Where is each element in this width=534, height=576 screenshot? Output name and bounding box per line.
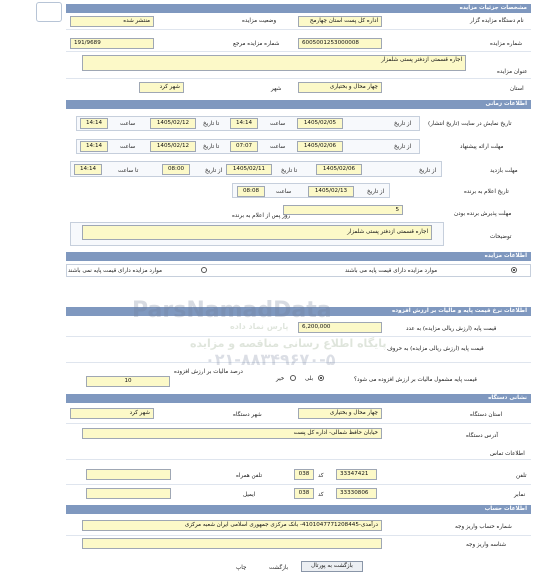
section-contact-label: اطلاعات تماس [490, 451, 525, 457]
account-number-field[interactable]: درآمدی-4101047771208445- بانک مرکزی جمهوری اسلامی ایران شعبه مرکزی [82, 520, 382, 531]
desc-field[interactable]: اجاره قسمتی ازدفتر پستی شلمزار [82, 225, 432, 240]
org-field[interactable]: اداره کل پست استان چهارمح [298, 16, 382, 27]
winner-date[interactable]: 1405/02/13 [308, 186, 354, 197]
radio-without-base-price[interactable] [201, 267, 207, 273]
section-header-auction-info: اطلاعات مزایده [66, 252, 531, 261]
publish-to-time[interactable]: 14:14 [80, 118, 108, 129]
vat-percent-field[interactable]: 10 [86, 376, 170, 387]
loc-city-label: شهر دستگاه [233, 412, 262, 418]
with-base-label: موارد مزایده دارای قیمت پایه می باشند [345, 268, 438, 274]
loc-province-field[interactable]: چهار محال و بختیاری [298, 408, 382, 419]
loc-province-label: استان دستگاه [470, 412, 503, 418]
section-header-location: نشانی دستگاه [66, 394, 531, 403]
tel-code-field[interactable]: 038 [294, 469, 314, 480]
visit-to-hour-label: تا ساعت [118, 168, 139, 174]
city-label: شهر [271, 86, 282, 92]
publish-from-date[interactable]: 1405/02/05 [297, 118, 343, 129]
fax-code-field[interactable]: 038 [294, 488, 314, 499]
base-words-label: قیمت پایه (ارزش ریالی مزایده) به حروف [387, 346, 484, 352]
vat-percent-label: درصد مالیات بر ارزش افزوده [174, 369, 243, 375]
watermark-logo-text: ParsNamadData [132, 298, 332, 323]
title-label: عنوان مزایده [497, 69, 528, 75]
without-base-label: موارد مزایده دارای قیمت پایه نمی باشند [68, 268, 162, 274]
visit-time-from-label: از تاریخ [205, 168, 223, 174]
address-field[interactable]: خیابان حافظ شمالی- اداره کل پست [82, 428, 382, 439]
vat-yes-label: بلی [305, 376, 314, 382]
offer-from-hour-label: ساعت [270, 144, 286, 150]
watermark-phone: ۰۲۱-۸۸۳۴۹۶۷۰-۵ [205, 350, 336, 369]
offer-from-label: از تاریخ [394, 144, 412, 150]
winner-time[interactable]: 08:08 [237, 186, 265, 197]
accept-text: روز پس از اعلام به برنده [232, 213, 291, 219]
section-header-dates: اطلاعات زمانی [66, 100, 531, 109]
tel-label: تلفن [516, 473, 527, 479]
offer-from-date[interactable]: 1405/02/06 [297, 141, 343, 152]
province-field[interactable]: چهار محال و بختیاری [298, 82, 382, 93]
offer-from-time[interactable]: 07:07 [230, 141, 258, 152]
ref-field[interactable]: 191/9689 [70, 38, 154, 49]
fax-field[interactable]: 33330806 [336, 488, 377, 499]
top-left-box [36, 2, 62, 22]
publish-from-label: از تاریخ [394, 121, 412, 127]
visit-label: مهلت بازدید [490, 168, 518, 174]
back-to-portal-button[interactable]: بازگشت به پورتال [301, 561, 363, 572]
offer-to-hour-label: ساعت [120, 144, 136, 150]
mobile-field[interactable] [86, 469, 171, 480]
visit-to-label: تا تاریخ [281, 168, 298, 174]
offer-label: مهلت ارائه پیشنهاد [460, 144, 504, 150]
status-label: وضعیت مزایده [242, 18, 277, 24]
tel-code-label: کد [318, 473, 324, 479]
publish-to-date[interactable]: 1405/02/12 [150, 118, 196, 129]
account-id-label: شناسه واریز وجه [466, 542, 507, 548]
status-field[interactable]: منتشر شده [70, 16, 154, 27]
visit-from-date[interactable]: 1405/02/06 [316, 164, 362, 175]
back-link[interactable]: بازگشت [269, 565, 289, 571]
radio-with-base-price[interactable] [511, 267, 517, 273]
offer-to-time[interactable]: 14:14 [80, 141, 108, 152]
visit-from-label: از تاریخ [419, 168, 437, 174]
section-header-details: مشخصات جزئیات مزایده [66, 4, 531, 13]
offer-to-date[interactable]: 1405/02/12 [150, 141, 196, 152]
fax-code-label: کد [318, 492, 324, 498]
accept-days[interactable]: 5 [283, 205, 403, 215]
publish-from-time[interactable]: 14:14 [230, 118, 258, 129]
base-num-field[interactable]: 6,200,000 [298, 322, 382, 333]
section-header-account: اطلاعات حساب [66, 505, 531, 514]
radio-vat-yes[interactable] [318, 375, 324, 381]
city-field[interactable]: شهر کرد [139, 82, 184, 93]
print-link[interactable]: چاپ [236, 565, 247, 571]
visit-from-time[interactable]: 08:00 [162, 164, 190, 175]
publish-from-hour-label: ساعت [270, 121, 286, 127]
mobile-label: تلفن همراه [236, 473, 263, 479]
base-num-label: قیمت پایه (ارزش ریالی مزایده) به عدد [406, 326, 497, 332]
address-label: آدرس دستگاه [466, 433, 498, 439]
radio-vat-no[interactable] [290, 375, 296, 381]
winner-hour-label: ساعت [276, 189, 292, 195]
province-label: استان [510, 86, 524, 92]
accept-label: مهلت پذیرش برنده بودن [454, 211, 512, 217]
number-label: شماره مزایده [490, 41, 523, 47]
org-label: نام دستگاه مزایده گزار [470, 18, 524, 24]
desc-label: توضیحات [490, 234, 512, 240]
publish-to-label: تا تاریخ [203, 121, 220, 127]
vat-question-label: قیمت پایه مشمول مالیات بر ارزش افزوده می شود؟ [354, 377, 477, 383]
ref-label: شماره مزایده مرجع [233, 41, 280, 47]
email-label: ایمیل [243, 492, 256, 498]
tel-field[interactable]: 33347421 [336, 469, 377, 480]
account-number-label: شماره حساب واریز وجه [455, 524, 512, 530]
title-field[interactable]: اجاره قسمتی ازدفتر پستی شلمزار [82, 55, 466, 71]
account-id-field[interactable] [82, 538, 382, 549]
winner-from-label: از تاریخ [367, 189, 385, 195]
winner-label: تاریخ اعلام به برنده [464, 189, 509, 195]
loc-city-field[interactable]: شهر کرد [70, 408, 154, 419]
visit-to-date[interactable]: 1405/02/11 [226, 164, 272, 175]
section-header-price: اطلاعات نرخ قیمت پایه و مالیات بر ارزش افزوده [66, 307, 531, 316]
visit-to-time[interactable]: 14:14 [74, 164, 102, 175]
watermark-line-2: پایگاه اطلاع رسانی مناقصه و مزایده [190, 337, 387, 350]
publish-to-hour-label: ساعت [120, 121, 136, 127]
publish-label: تاریخ نمایش در سایت (تاریخ انتشار) [428, 121, 512, 127]
email-field[interactable] [86, 488, 171, 499]
fax-label: نمابر [514, 492, 526, 498]
offer-to-label: تا تاریخ [203, 144, 220, 150]
vat-no-label: خیر [276, 376, 285, 382]
number-field[interactable]: 6005001253000008 [298, 38, 382, 49]
watermark-line-4: پارس نماد داده [230, 322, 289, 331]
